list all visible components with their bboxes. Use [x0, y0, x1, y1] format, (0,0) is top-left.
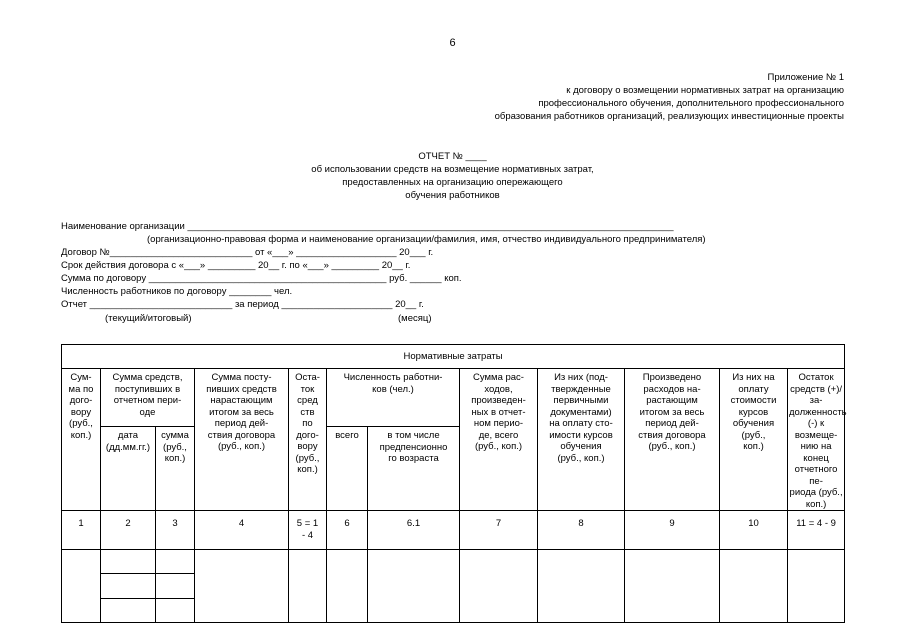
page-number: 6	[449, 37, 456, 49]
column-number: 6	[327, 511, 368, 550]
header-headcount: Численность работни- ков (чел.)	[327, 369, 460, 427]
appendix-block	[495, 71, 844, 123]
report-subtitle: обучения работников	[405, 190, 500, 201]
column-number: 8	[538, 511, 625, 550]
column-number: 1	[62, 511, 101, 550]
table-cell[interactable]	[289, 550, 327, 623]
table-cell[interactable]	[156, 550, 195, 574]
header-contract-sum: Сум- ма по дого- вору (руб., коп.)	[62, 369, 101, 511]
report-type-hint: (текущий/итоговый)	[105, 313, 192, 324]
column-number: 2	[101, 511, 156, 550]
headcount-field[interactable]: Численность работников по договору ________ чел.	[61, 286, 293, 297]
report-heading	[0, 150, 905, 202]
org-name-hint: (организационно-правовая форма и наименование организации/фамилия, имя, отчество индивидуального предпринимателя)	[147, 234, 706, 245]
contract-field[interactable]: Договор №___________________________ от «___» ___________________ 20___ г.	[61, 247, 434, 258]
table-cell[interactable]	[156, 574, 195, 599]
table-title: Нормативные затраты	[62, 345, 845, 369]
header-pre-retirement: в том числе предпенсионно го возраста	[368, 427, 460, 511]
header-remaining-balance: Остаток средств (+)/за- долженность (-) к возмеще- нию на конец отчетного пе- риода (руб., коп.)	[788, 369, 845, 511]
column-number: 11 = 4 - 9	[788, 511, 845, 550]
table-cell[interactable]	[195, 550, 289, 623]
column-number: 4	[195, 511, 289, 550]
header-received-funds: Сумма средств, поступивших в отчетном пери- оде	[101, 369, 195, 427]
table-cell[interactable]	[101, 550, 156, 574]
table-cell[interactable]	[625, 550, 720, 623]
report-subtitle: об использовании средств на возмещение нормативных затрат,	[311, 164, 594, 175]
table-cell[interactable]	[101, 574, 156, 599]
table-cell[interactable]	[327, 550, 368, 623]
report-subtitle: предоставленных на организацию опережающего	[342, 177, 563, 188]
header-course-expenses: Из них (под- твержденные первичными документами) на оплату сто- имости курсов обучения (руб., коп.)	[538, 369, 625, 511]
column-number-row	[62, 511, 845, 550]
report-period-field[interactable]: Отчет ___________________________ за период _____________________ 20__ г.	[61, 299, 424, 310]
table-cell[interactable]	[156, 599, 195, 623]
column-number: 10	[720, 511, 788, 550]
table-cell[interactable]	[720, 550, 788, 623]
amount-field[interactable]: Сумма по договору _____________________________________________ руб. ______ коп.	[61, 273, 462, 284]
column-number: 5 = 1 - 4	[289, 511, 327, 550]
header-received-cumulative: Сумма посту- пивших средств нарастающим итогом за весь период дей- ствия договора (руб., коп.)	[195, 369, 289, 511]
column-number: 7	[460, 511, 538, 550]
table-cell[interactable]	[368, 550, 460, 623]
table-cell[interactable]	[62, 550, 101, 623]
column-number: 6.1	[368, 511, 460, 550]
header-period-expenses: Сумма рас- ходов, произведен- ных в отчет- ном перио- де, всего (руб., коп.)	[460, 369, 538, 511]
table-cell[interactable]	[538, 550, 625, 623]
header-cumulative-expenses: Произведено расходов на- растающим итогом за весь период дей- ствия договора (руб., коп.)	[625, 369, 720, 511]
header-date: дата (дд.мм.гг.)	[101, 427, 156, 511]
validity-field[interactable]: Срок действия договора с «___» _________ 20__ г. по «___» _________ 20__ г.	[61, 260, 411, 271]
table-cell[interactable]	[460, 550, 538, 623]
month-hint: (месяц)	[398, 313, 432, 324]
header-total-workers: всего	[327, 427, 368, 511]
appendix-line: образования работников организаций, реализующих инвестиционные проекты	[494, 111, 844, 122]
expense-table	[61, 344, 845, 623]
header-contract-balance: Оста- ток сред ств по дого- вору (руб., коп.)	[289, 369, 327, 511]
org-name-field[interactable]: Наименование организации ____________________________________________________________________________________________	[61, 221, 674, 232]
appendix-line: к договору о возмещении нормативных затрат на организацию	[566, 85, 844, 96]
table-row	[62, 550, 845, 574]
report-title: ОТЧЕТ № ____	[418, 151, 487, 162]
column-number: 9	[625, 511, 720, 550]
appendix-line: профессионального обучения, дополнительного профессионального	[538, 98, 844, 109]
table-cell[interactable]	[101, 599, 156, 623]
appendix-title: Приложение № 1	[767, 72, 844, 83]
column-number: 3	[156, 511, 195, 550]
header-sum: сумма (руб., коп.)	[156, 427, 195, 511]
table-cell[interactable]	[788, 550, 845, 623]
header-course-cost: Из них на оплату стоимости курсов обучения (руб., коп.)	[720, 369, 788, 511]
